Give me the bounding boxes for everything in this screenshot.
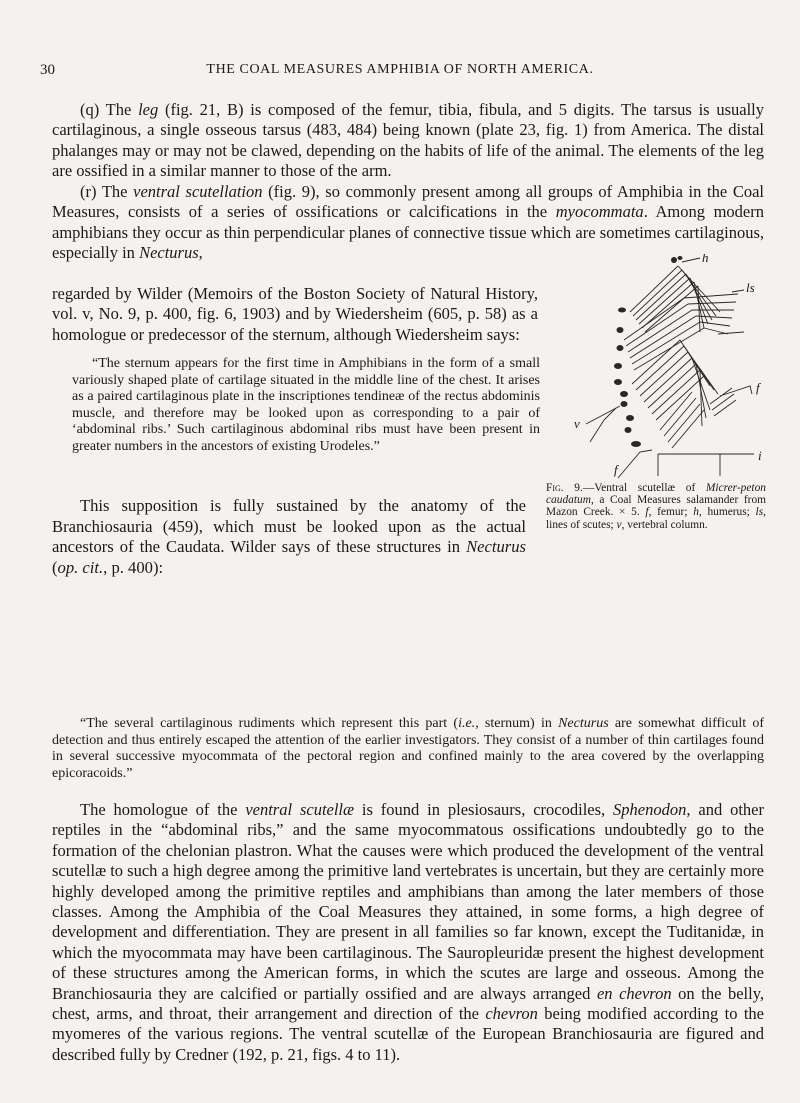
term-necturus: Necturus: [466, 537, 526, 557]
figure-label-h: h: [702, 254, 709, 265]
page-number: 30: [40, 62, 55, 78]
figure-label-f-right: f: [756, 380, 760, 395]
term-necturus: Necturus: [139, 243, 199, 263]
figure-label-ls: ls: [746, 280, 755, 295]
term-sphenodon: Sphenodon: [613, 800, 687, 819]
paragraph-homologue: The homologue of the ventral scutellæ is found in plesiosaurs, crocodiles, Sphenodon, and other reptiles in the “abdominal ribs,” and the same myocommatous ossifications undoubtedly go to the formation of the chelonian plastron. What the causes were which produced the development of the ventral scutellæ to such a high degree among the primitive land vertebrates is uncertain, but they are certainly more highly developed among the primitive reptiles and amphibians than among the later members of those classes. Among the Amphibia of the Coal Measures they attained, in some forms, a high degree of development and differentiation. They are present in all families so far known, except the Tuditanidæ, in which the myocommata may have been cartilaginous. The Sauropleuridæ present the highest development of these structures among the American forms, in which the scutes are large and osseous. Among the Branchiosauria they are calcified or partially ossified and are always arranged en chevron on the belly, chest, arms, and throat, their arrangement and direction of the chevron being modified according to the myomeres of the various regions. The ventral scutellæ of the European Branchiosauria are figured and described fully by Credner (192, p. 21, figs. 4 to 11).: [52, 800, 765, 1064]
quote-sternum: “The sternum appears for the first time in Amphibians in the form of a small variously shaped plate of cartilage situated in the middle line of the chest. It arises as a paired cartilaginous plate in the inscriptiones tendineæ of the rectus abdominis muscle, and therefore may be looked upon as corresponding to a pair of ‘abdominal ribs.’ Such cartilaginous abdominal ribs must have been present in greater numbers in the ancestors of existing Urodeles.”: [72, 356, 540, 454]
figure-label-f-bottom: f: [614, 462, 618, 477]
term-myocommata: myocommata: [555, 202, 644, 222]
paragraph-supposition: This supposition is fully sustained by the anatomy of the Branchiosauria (459), which must be looked upon as the actual ancestors of the Caudata. Wilder says of these structures in Necturus (op. cit., p. 400):: [52, 496, 526, 577]
figure-caption: Fig. 9.—Ventral scutellæ of Micrer-peton caudatum, a Coal Measures salamander from Mazon Creek. × 5. f, femur; h, humerus; ls, lines of scutes; v, vertebral column.: [546, 482, 767, 531]
term-leg: leg: [138, 100, 159, 119]
citation-op-cit: op. cit.: [57, 557, 104, 577]
paragraph-leg: (q) The leg (fig. 21, B) is composed of the femur, tibia, fibula, and 5 digits. The tarsus is usually cartilaginous, a single osseous tarsus (483, 484) being known (plate 23, fig. 1) from America. The distal phalanges may or may not be clawed, depending on the habits of life of the animal. The elements of the leg are ossified in a similar manner to those of the arm.: [52, 100, 765, 181]
caption-genus: Micrer-peton caudatum: [546, 482, 766, 507]
running-header: [40, 62, 760, 84]
paragraph-ventral-scutellation: (r) The ventral scutellation (fig. 9), so commonly present among all groups of Amphibia in the Coal Measures, consists of a series of ossifications or calcifications in the myocommata. Among modern amphibians they occur as thin perpendicular planes of connective tissue which are sometimes cartilaginous, especially in Necturus,: [52, 182, 764, 263]
term-en-chevron: en chevron: [596, 983, 672, 1003]
figure-label-i: i: [758, 448, 762, 463]
figure-label-v: v: [574, 416, 580, 431]
term-necturus: Necturus: [558, 716, 609, 731]
paragraph-wilder-wrap: regarded by Wilder (Memoirs of the Boston Society of Natural History, vol. v, No. 9, p. 400, fig. 6, 1903) and by Wiedersheim (605, p. 58) as a homologue or predecessor of the sternum, although Wiedersheim says:: [52, 284, 538, 344]
running-title: THE COAL MEASURES AMPHIBIA OF NORTH AMERICA.: [206, 62, 594, 77]
quote-wilder-necturus: “The several cartilaginous rudiments which represent this part (i.e., sternum) in Necturus are somewhat difficult of detection and thus entirely escaped the attention of the earlier investigators. They consist of a number of thin cartilages found in several successive myocommata of the pectoral region and confined mainly to the area covered by the overlapping epicoracoids.”: [52, 716, 765, 781]
term-chevron: chevron: [485, 1004, 538, 1024]
figure-ventral-scutellae: [560, 254, 772, 479]
term-ventral-scutellation: ventral scutellation: [133, 182, 263, 201]
term-ventral-scutellae: ventral scutellæ: [245, 800, 355, 819]
